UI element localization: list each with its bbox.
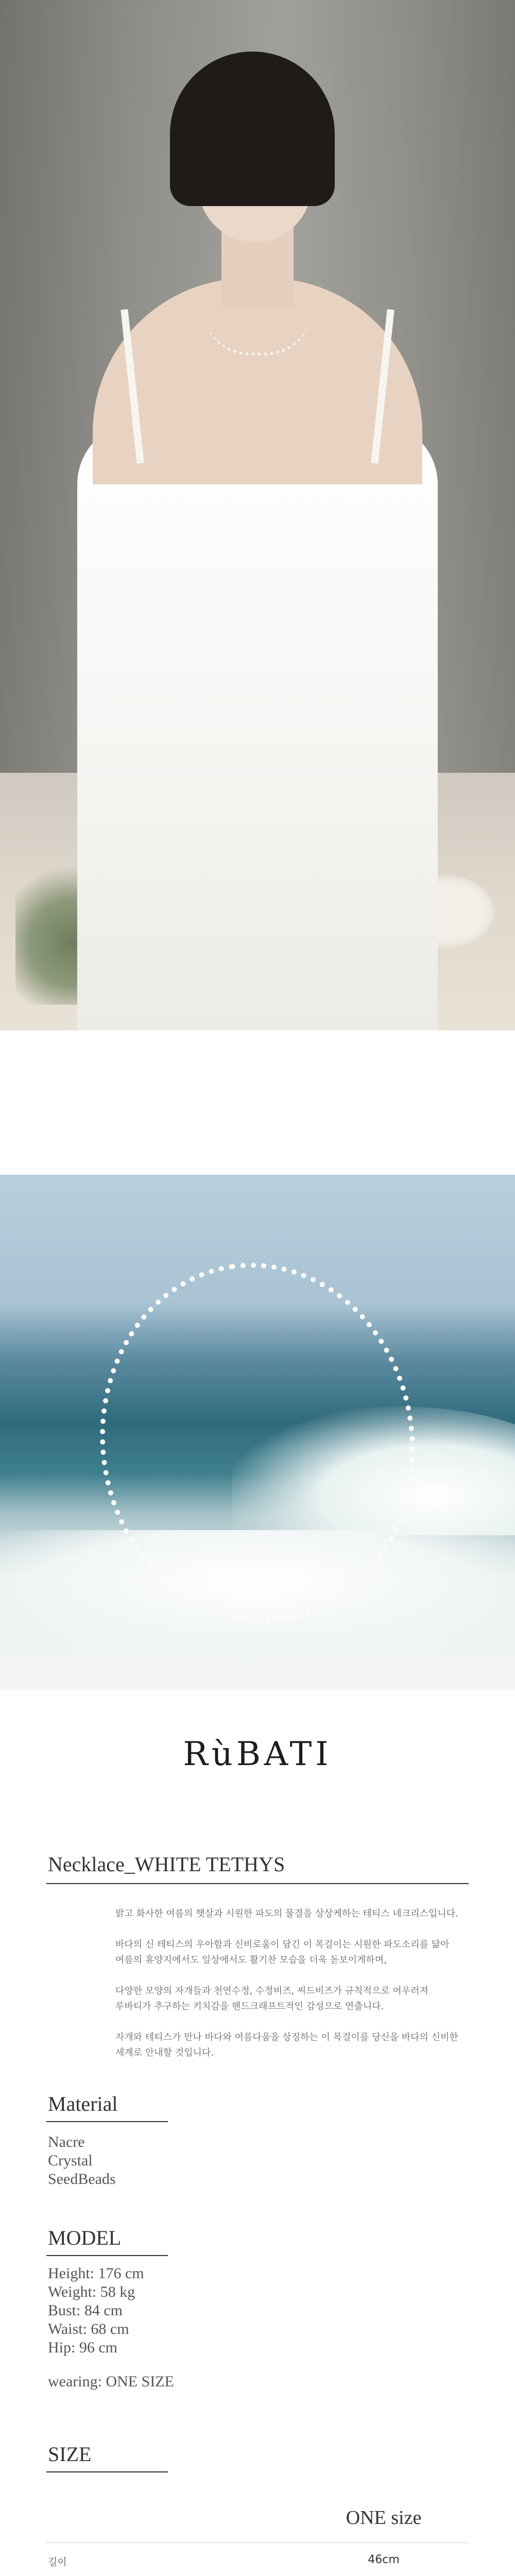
product-description-line: 다양한 모양의 자개들과 천연수정, 수정비즈, 씨드비즈가 규칙적으로 어우러져 [115,1986,428,1996]
product-description-line: 자개와 테티스가 만나 바다와 여름다움을 상징하는 이 목걸이를 당신을 바다의 신비한 [115,2032,458,2043]
model-wearing-size: wearing: ONE SIZE [48,2373,174,2390]
product-description-line: 여름의 휴양지에서도 일상에서도 활기찬 모습을 더욱 돋보이게하며, [115,1955,387,1965]
material-title: Material [48,2092,118,2115]
necklace-sea-photo [0,1175,515,1690]
model-measure: Bust: 84 cm [48,2302,123,2319]
model-measure: Height: 176 cm [48,2265,144,2282]
product-description-line: 루바티가 추구하는 키치감을 핸드크래프트적인 감성으로 연출니다. [115,2001,384,2012]
size-column-header: ONE size [346,2507,422,2529]
material-divider [46,2121,168,2122]
size-row-label: 길이 [48,2556,67,2568]
material-item: SeedBeads [48,2171,116,2188]
size-divider [46,2471,168,2472]
product-description-line: 세계로 안내할 것입니다. [115,2047,214,2058]
product-description-line: 밝고 화사한 여름의 햇살과 시원한 파도의 물결을 상상케하는 테티스 네크리스입니다. [115,1908,458,1919]
material-item: Crystal [48,2152,93,2169]
brand-logo: RùBATI [183,1735,332,1773]
product-name: Necklace_WHITE TETHYS [48,1853,285,1876]
model-title: MODEL [48,2226,122,2249]
product-name-divider [46,1883,469,1884]
product-description-line: 바다의 신 테티스의 우아함과 신비로움이 담긴 이 목걸이는 시원한 파도소리를 닮아 [115,1939,450,1950]
model-divider [46,2255,168,2256]
size-title: SIZE [48,2443,92,2466]
model-measure: Weight: 58 kg [48,2283,135,2300]
model-photo [0,0,515,1030]
model-measure: Hip: 96 cm [48,2339,117,2356]
model-measure: Waist: 68 cm [48,2320,129,2337]
size-row-value: 46cm [368,2553,400,2566]
material-item: Nacre [48,2133,85,2150]
